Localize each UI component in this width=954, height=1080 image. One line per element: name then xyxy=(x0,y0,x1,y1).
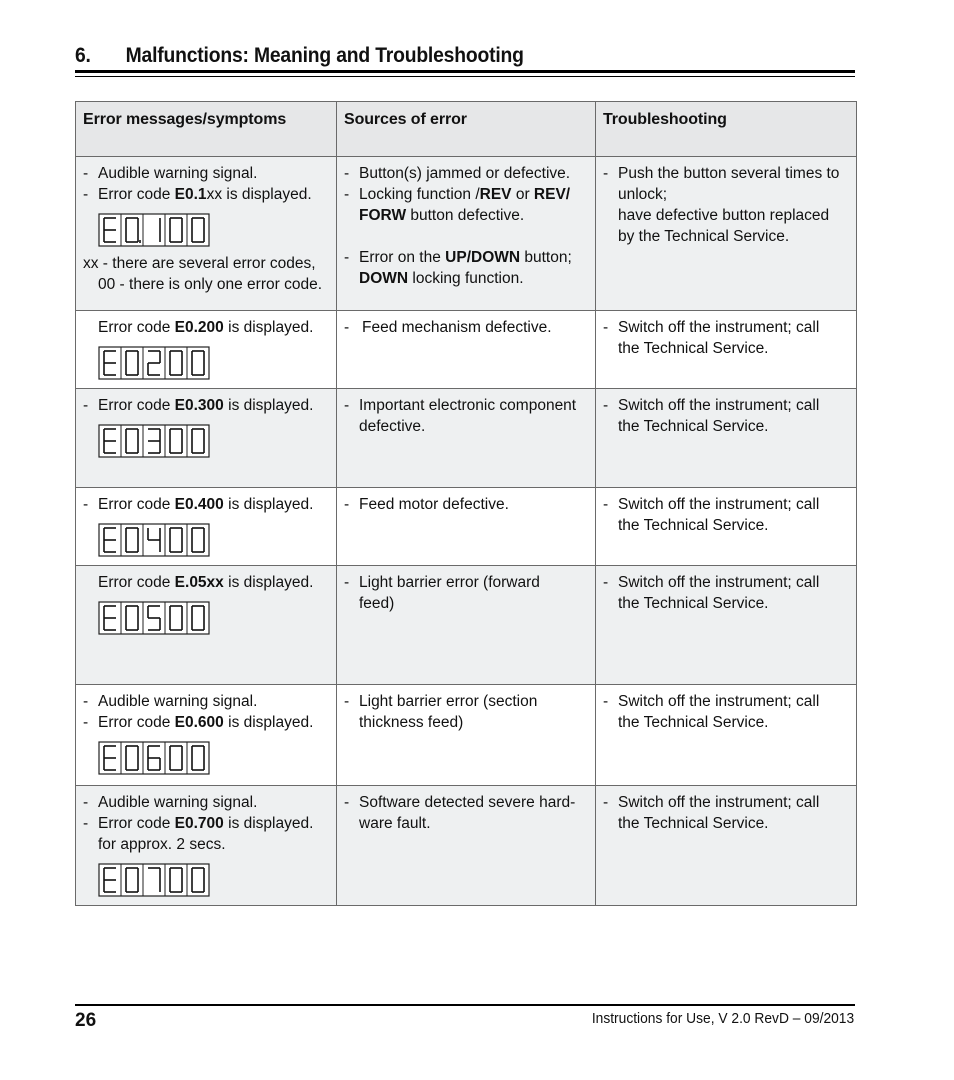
symptom-cell: - Audible warning signal. - Error code E0.600 is displayed. xyxy=(76,685,337,786)
symptom-cell: - Error code E0.300 is displayed. xyxy=(76,389,337,488)
error-display xyxy=(98,213,210,247)
source-cell: - Light barrier error (forward feed) xyxy=(337,566,596,685)
fix-cell: - Switch off the instrument; call the Technical Service. xyxy=(596,786,857,906)
table-row xyxy=(76,389,857,488)
section-title: Malfunctions: Meaning and Troubleshooting xyxy=(125,44,524,67)
source-cell: - Button(s) jammed or defective. - Locking function /REV or REV/ FORW button defective. - Error on the UP/DOWN button; DOWN locking function. xyxy=(337,157,596,311)
error-display xyxy=(98,424,210,458)
symptom-cell: - Error code E0.400 is displayed. xyxy=(76,488,337,566)
table-row xyxy=(76,311,857,389)
section-number: 6. xyxy=(75,44,91,67)
table-row xyxy=(76,566,857,685)
source-cell: - Feed mechanism defective. xyxy=(337,311,596,389)
malfunction-table xyxy=(75,101,857,906)
header-symptoms: Error messages/symptoms xyxy=(76,102,337,157)
error-display xyxy=(98,523,210,557)
source-cell: - Important electronic component defective. xyxy=(337,389,596,488)
error-display xyxy=(98,741,210,775)
table-row xyxy=(76,786,857,906)
header-sources: Sources of error xyxy=(337,102,596,157)
fix-cell: - Switch off the instrument; call the Technical Service. xyxy=(596,685,857,786)
page-number: 26 xyxy=(75,1010,97,1031)
error-display xyxy=(98,346,210,380)
table-row xyxy=(76,685,857,786)
error-display xyxy=(98,601,210,635)
symptom-cell: Error code E.05xx is displayed. xyxy=(76,566,337,685)
table-row xyxy=(76,488,857,566)
note-single: 00 - there is only one error code. xyxy=(98,276,323,293)
footer-rule xyxy=(75,1004,855,1006)
source-cell: - Feed motor defective. xyxy=(337,488,596,566)
symptom-cell: - Audible warning signal. - Error code E0.700 is displayed. for approx. 2 secs. xyxy=(76,786,337,906)
fix-cell: - Switch off the instrument; call the Technical Service. xyxy=(596,488,857,566)
fix-cell: - Switch off the instrument; call the Technical Service. xyxy=(596,389,857,488)
source-cell: - Light barrier error (section thickness feed) xyxy=(337,685,596,786)
symptom-cell: - Audible warning signal. - Error code E0.1xx is displayed. xx - there are several error codes, 00 - there is only one error code. xyxy=(76,157,337,311)
note-several: xx - there are several error codes, xyxy=(83,255,316,272)
header-troubleshooting: Troubleshooting xyxy=(596,102,857,157)
document-reference: Instructions for Use, V 2.0 RevD – 09/2013 xyxy=(591,1010,854,1027)
symptom-cell: Error code E0.200 is displayed. xyxy=(76,311,337,389)
table-row xyxy=(76,157,857,311)
error-display xyxy=(98,863,210,897)
fix-cell: - Switch off the instrument; call the Technical Service. xyxy=(596,566,857,685)
heading-rule-thin xyxy=(75,76,855,77)
fix-cell: - Switch off the instrument; call the Technical Service. xyxy=(596,311,857,389)
heading-rule-thick xyxy=(75,70,855,73)
fix-cell: - Push the button several times to unlock; have defective button replaced by the Technical Service. xyxy=(596,157,857,311)
source-cell: - Software detected severe hard- ware fault. xyxy=(337,786,596,906)
section-heading xyxy=(75,44,793,68)
